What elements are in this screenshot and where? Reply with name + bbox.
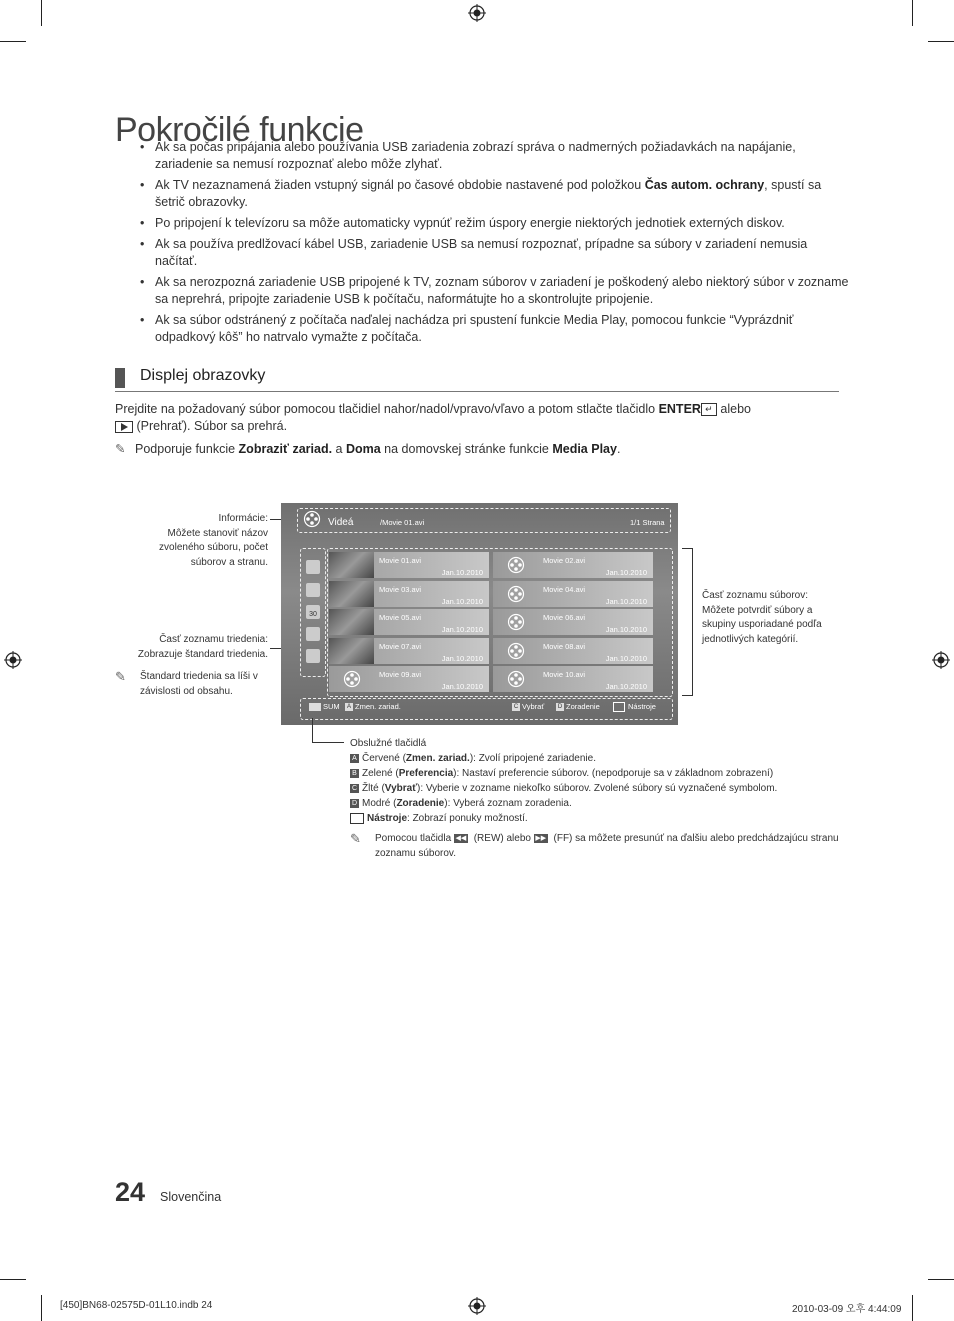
film-reel-icon [493, 609, 538, 635]
play-icon [115, 421, 133, 433]
file-date: Jan.10.2010 [605, 682, 647, 691]
legend-row: D Modré (Zoradenie): Vyberá zoznam zoradenia. [351, 798, 572, 809]
file-name: Movie 06.avi [543, 613, 586, 622]
file-date: Jan.10.2010 [605, 568, 647, 577]
page-title: Pokročilé funkcie [115, 110, 364, 149]
section-marker [115, 368, 125, 388]
film-reel-icon [493, 638, 538, 664]
select-button[interactable]: C Vybrať [513, 702, 545, 711]
usb-icon [309, 703, 321, 711]
legend-row: Nástroje: Zobrazí ponuky možností. [350, 811, 840, 826]
calendar-sort-icon[interactable]: 30 [306, 605, 320, 619]
enter-key-label: ENTER [658, 402, 701, 416]
music-sort-icon[interactable] [306, 627, 320, 641]
file-name: Movie 04.avi [543, 584, 586, 594]
page-language: Slovenčina [160, 1190, 222, 1204]
bullet-item: • Ak sa nerozpozná zariadenie USB pripojené k TV, zoznam súborov v zariadení je poškodený alebo niektorý súbor v zozname sa neprehrá, pripojte zariadenie USB k počítaču, naformátujte ho a skontrolujte pripojenie. [140, 274, 850, 308]
slug-date: 2010-03-09 오후 4:44:09 [792, 1304, 902, 1315]
file-date: Jan.10.2010 [441, 653, 483, 663]
file-date: Jan.10.2010 [605, 596, 647, 606]
video-thumbnail [329, 552, 374, 578]
registration-mark-icon [932, 651, 950, 669]
color-key-d: D [351, 799, 358, 807]
video-thumbnail [329, 581, 374, 607]
image-sort-icon[interactable] [306, 583, 320, 597]
folder-sort-icon[interactable] [306, 560, 320, 574]
callout-info: Informácie: Môžete stanoviť názov zvoleného súboru, počet súborov a stranu. [159, 513, 268, 568]
crop-mark [0, 41, 26, 42]
tools-icon [350, 813, 364, 824]
file-name: Movie 05.avi [379, 613, 422, 622]
slug-file: [450]BN68-02575D-01L10.indb 24 [60, 1300, 213, 1311]
file-tile[interactable] [329, 552, 489, 578]
rewind-icon: ◀◀ [455, 834, 467, 842]
file-date: Jan.10.2010 [441, 625, 483, 634]
tv-category: Videá [328, 517, 354, 528]
legend-row: C Žlté (Vybrať): Vyberie v zozname niekoľko súborov. Zvolené súbory sú vyznačené symbolom. [351, 783, 778, 794]
callout-buttons-vline [312, 718, 313, 742]
file-tile[interactable] [329, 581, 489, 607]
section-divider [115, 391, 839, 392]
registration-mark-icon [468, 1297, 486, 1315]
bullet-item: • Ak sa používa predlžovací kábel USB, zariadenie USB sa nemusí rozpoznať, prípadne sa súbory v zariadení nemusia načítať. [140, 236, 850, 270]
file-tile[interactable] [493, 609, 653, 635]
color-key-c: C [351, 784, 358, 792]
sort-button[interactable]: D Zoradenie [557, 702, 600, 711]
callout-sort: Časť zoznamu triedenia: Zobrazuje štandard triedenia. [137, 634, 268, 660]
registration-mark-icon [4, 651, 22, 669]
bullet-item: • Ak TV nezaznamená žiaden vstupný signál po časové obdobie nastavené pod položkou Čas autom. ochrany, spustí sa šetrič obrazovky. [140, 177, 850, 211]
legend-note: ✎ Pomocou tlačidla ◀◀ (REW) alebo ▶▶ (FF) sa môžete presunúť na ďalšiu alebo predchádzajúcu stranu zoznamu súborov. [350, 831, 839, 859]
registration-mark-icon [468, 4, 486, 22]
button-legend [350, 751, 840, 826]
tools-icon [613, 702, 625, 712]
tools-button[interactable]: Nástroje [613, 702, 656, 712]
file-name: Movie 10.avi [543, 670, 586, 679]
crop-mark [0, 1279, 26, 1280]
file-name: Movie 07.avi [379, 641, 422, 651]
note-line: ✎ Podporuje funkcie Zobraziť zariad. a Doma na domovskej stránke funkcie Media Play. [115, 442, 621, 456]
star-sort-icon[interactable] [306, 649, 320, 663]
sum-label: SUM [309, 702, 340, 711]
legend-row: B Zelené (Preferencia): Nastaví preferencie súborov. (nepodporuje sa v základnom zobrazení) [350, 766, 840, 781]
film-reel-icon [493, 666, 538, 692]
fast-forward-icon: ▶▶ [535, 834, 547, 842]
callout-filelist: Časť zoznamu súborov: Môžete potvrdiť súbory a skupiny usporiadané podľa jednotlivých kategórií. [702, 590, 822, 645]
color-key-b: B [350, 769, 359, 778]
bullet-item: • Po pripojení k televízoru sa môže automaticky vypnúť režim úspory energie niektorých jednotiek externých diskov. [140, 215, 850, 232]
file-date: Jan.10.2010 [605, 625, 647, 634]
bullet-item: • Ak sa počas pripájania alebo používania USB zariadenia zobrazí správa o nadmerných požiadavkách na napájanie, zariadenie sa nemusí rozpoznať alebo môže zlyhať. [140, 139, 850, 173]
file-date: Jan.10.2010 [441, 596, 483, 606]
bullet-item: • Ak sa súbor odstránený z počítača naďalej nachádza pri spustení funkcie Media Play, pomocou funkcie “Vyprázdniť odpadkový kôš” ho natrvalo vymažte z počítača. [140, 312, 850, 346]
film-reel-icon [493, 552, 538, 578]
pencil-note-icon: ✎ [350, 831, 361, 846]
enter-icon: ↵ [701, 403, 717, 416]
file-tile[interactable] [493, 581, 653, 607]
callout-buttons-title: Obslužné tlačidlá [350, 738, 427, 749]
file-date: Jan.10.2010 [441, 682, 483, 691]
change-device-button[interactable]: A Zmen. zariad. [346, 702, 401, 711]
pencil-note-icon: ✎ [115, 669, 126, 684]
file-name: Movie 03.avi [379, 584, 422, 594]
callout-sort-note: ✎ Štandard triedenia sa líši v závislosti od obsahu. [115, 669, 258, 697]
tv-path: /Movie 01.avi [380, 518, 425, 527]
film-reel-icon [303, 510, 321, 528]
file-date: Jan.10.2010 [605, 653, 647, 663]
pencil-note-icon: ✎ [115, 442, 126, 456]
file-name: Movie 08.avi [543, 641, 586, 651]
video-thumbnail [329, 638, 374, 664]
file-tile[interactable] [329, 638, 489, 664]
film-reel-icon [329, 666, 374, 692]
file-tile[interactable] [329, 609, 489, 635]
legend-row: A Červené (Zmen. zariad.): Zvolí pripojené zariadenie. [350, 751, 840, 766]
instruction-paragraph: Prejdite na požadovaný súbor pomocou tlačidiel nahor/nadol/vpravo/vľavo a potom stlačte tlačidlo ENTER ↵ alebo (Prehrať). Súbor sa prehrá. [115, 402, 751, 433]
section-title: Displej obrazovky [140, 367, 266, 384]
bullet-list [140, 139, 850, 350]
crop-mark [912, 1295, 913, 1321]
file-date: Jan.10.2010 [441, 568, 483, 577]
file-name: Movie 02.avi [543, 556, 586, 565]
file-tile[interactable] [493, 552, 653, 578]
crop-mark [41, 0, 42, 26]
crop-mark [41, 1295, 42, 1321]
video-thumbnail [329, 609, 374, 635]
callout-buttons-hline [312, 742, 344, 743]
film-reel-icon [493, 581, 538, 607]
color-key-a: A [350, 754, 359, 763]
file-tile[interactable] [329, 666, 489, 692]
page-number: 24 [115, 1177, 146, 1207]
file-name: Movie 01.avi [379, 556, 422, 565]
tv-page-count: 1/1 Strana [630, 518, 665, 527]
file-name: Movie 09.avi [379, 670, 422, 679]
crop-mark [928, 41, 954, 42]
filelist-bracket [682, 548, 693, 696]
file-tile[interactable] [493, 638, 653, 664]
crop-mark [928, 1279, 954, 1280]
file-tile[interactable] [493, 666, 653, 692]
crop-mark [912, 0, 913, 26]
